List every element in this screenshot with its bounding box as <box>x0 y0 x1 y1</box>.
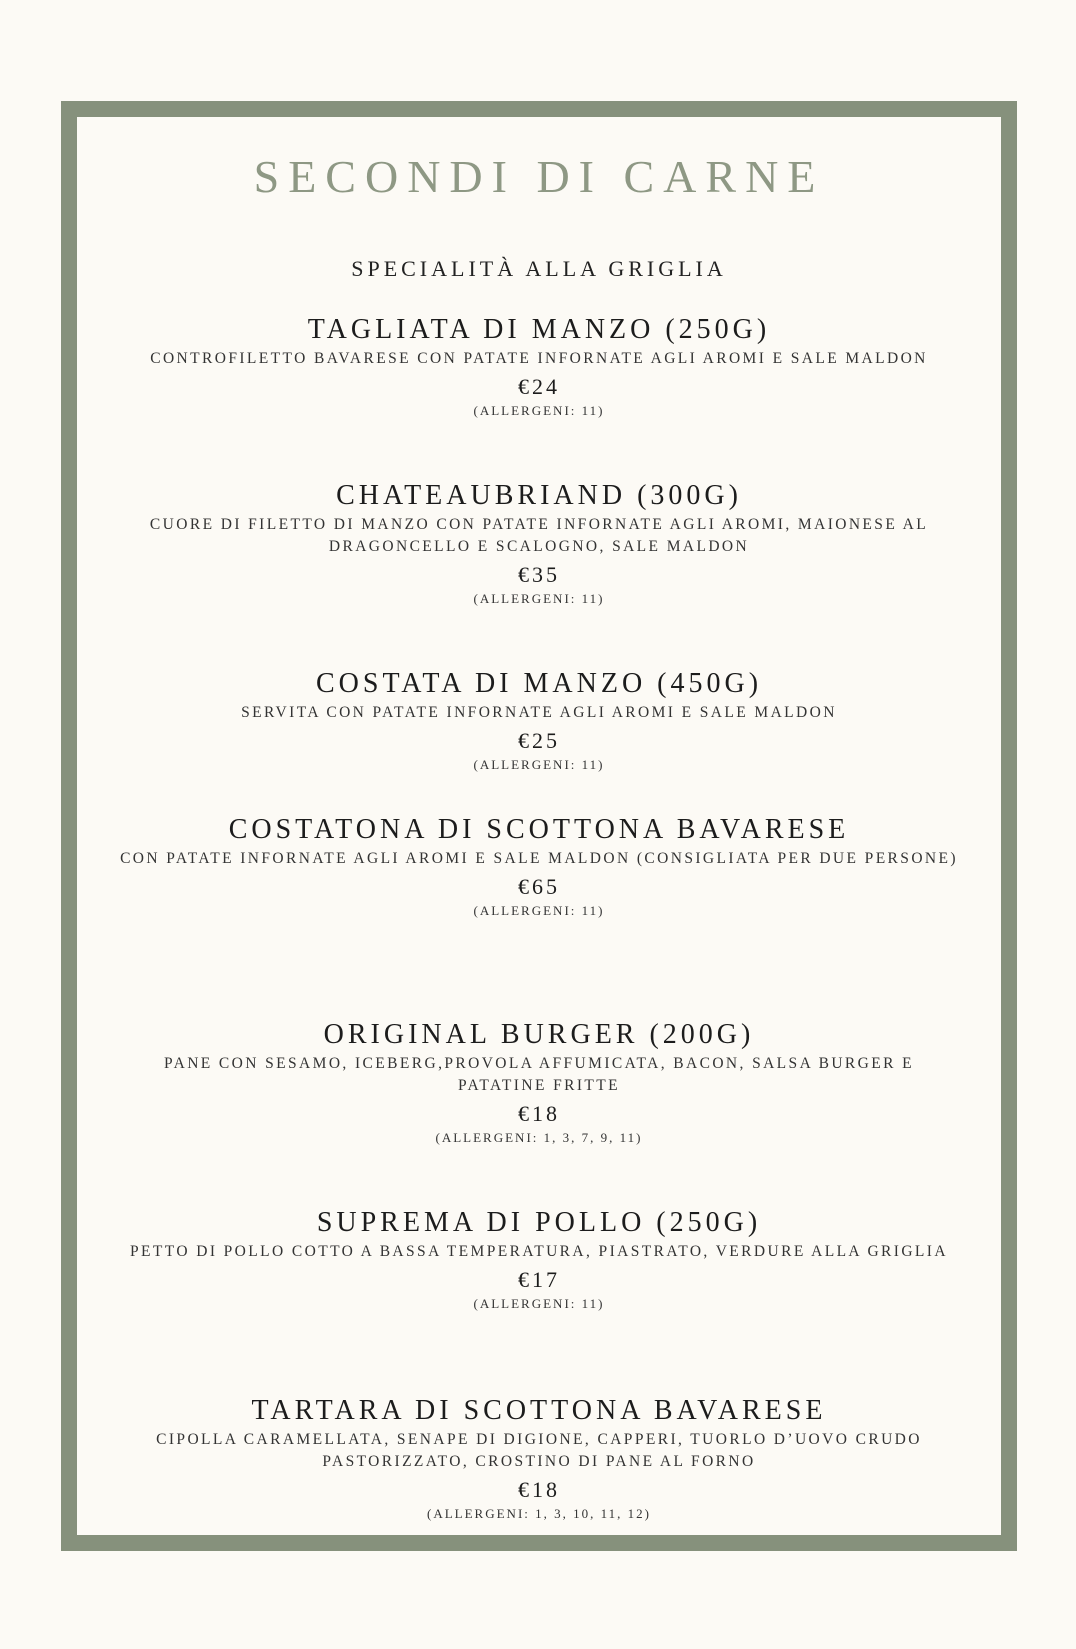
item-description: CONTROFILETTO BAVARESE CON PATATE INFORNATE AGLI AROMI E SALE MALDON <box>150 350 928 367</box>
item-allergens: (ALLERGENI: 11) <box>473 591 605 606</box>
menu-item <box>117 1207 961 1314</box>
item-price: €18 <box>518 1101 560 1126</box>
menu-title: SECONDI DI CARNE <box>253 151 825 202</box>
item-price: €17 <box>518 1267 560 1292</box>
menu-item <box>117 1395 961 1524</box>
item-name: SUPREMA DI POLLO (250G) <box>316 1207 762 1238</box>
menu-frame <box>61 101 1017 1551</box>
item-allergens: (ALLERGENI: 11) <box>473 903 605 918</box>
menu-item <box>117 1019 961 1148</box>
menu-item <box>117 480 961 609</box>
menu-item <box>117 668 961 775</box>
item-name: ORIGINAL BURGER (200G) <box>323 1019 755 1050</box>
item-allergens: (ALLERGENI: 11) <box>473 403 605 418</box>
item-allergens: (ALLERGENI: 1, 3, 7, 9, 11) <box>435 1130 643 1145</box>
item-name: TARTARA DI SCOTTONA BAVARESE <box>251 1395 827 1426</box>
menu-item <box>117 814 961 921</box>
item-description: SERVITA CON PATATE INFORNATE AGLI AROMI E SALE MALDON <box>241 704 837 721</box>
item-allergens: (ALLERGENI: 1, 3, 10, 11, 12) <box>427 1506 651 1521</box>
item-price: €25 <box>518 728 560 753</box>
item-price: €18 <box>518 1477 560 1502</box>
item-name: COSTATONA DI SCOTTONA BAVARESE <box>228 814 850 845</box>
item-name: CHATEAUBRIAND (300G) <box>336 480 742 511</box>
item-name: COSTATA DI MANZO (450G) <box>315 668 763 699</box>
item-allergens: (ALLERGENI: 11) <box>473 1296 605 1311</box>
item-price: €35 <box>518 562 560 587</box>
item-allergens: (ALLERGENI: 11) <box>473 757 605 772</box>
item-description: PANE CON SESAMO, ICEBERG,PROVOLA AFFUMICATA, BACON, SALSA BURGER E PATATINE FRITTE <box>164 1055 914 1094</box>
item-name: TAGLIATA DI MANZO (250G) <box>307 314 771 345</box>
item-description: CON PATATE INFORNATE AGLI AROMI E SALE MALDON (CONSIGLIATA PER DUE PERSONE) <box>120 850 958 867</box>
item-price: €65 <box>518 874 560 899</box>
item-price: €24 <box>518 374 560 399</box>
item-description: CUORE DI FILETTO DI MANZO CON PATATE INFORNATE AGLI AROMI, MAIONESE AL DRAGONCELLO E SCALOGNO, SALE MALDON <box>149 516 929 555</box>
section-heading: SPECIALITÀ ALLA GRIGLIA <box>351 256 727 281</box>
menu-item <box>117 314 961 421</box>
item-description: CIPOLLA CARAMELLATA, SENAPE DI DIGIONE, CAPPERI, TUORLO D’UOVO CRUDO PASTORIZZATO, CROSTINO DI PANE AL FORNO <box>156 1431 922 1470</box>
item-description: PETTO DI POLLO COTTO A BASSA TEMPERATURA, PIASTRATO, VERDURE ALLA GRIGLIA <box>130 1243 948 1260</box>
